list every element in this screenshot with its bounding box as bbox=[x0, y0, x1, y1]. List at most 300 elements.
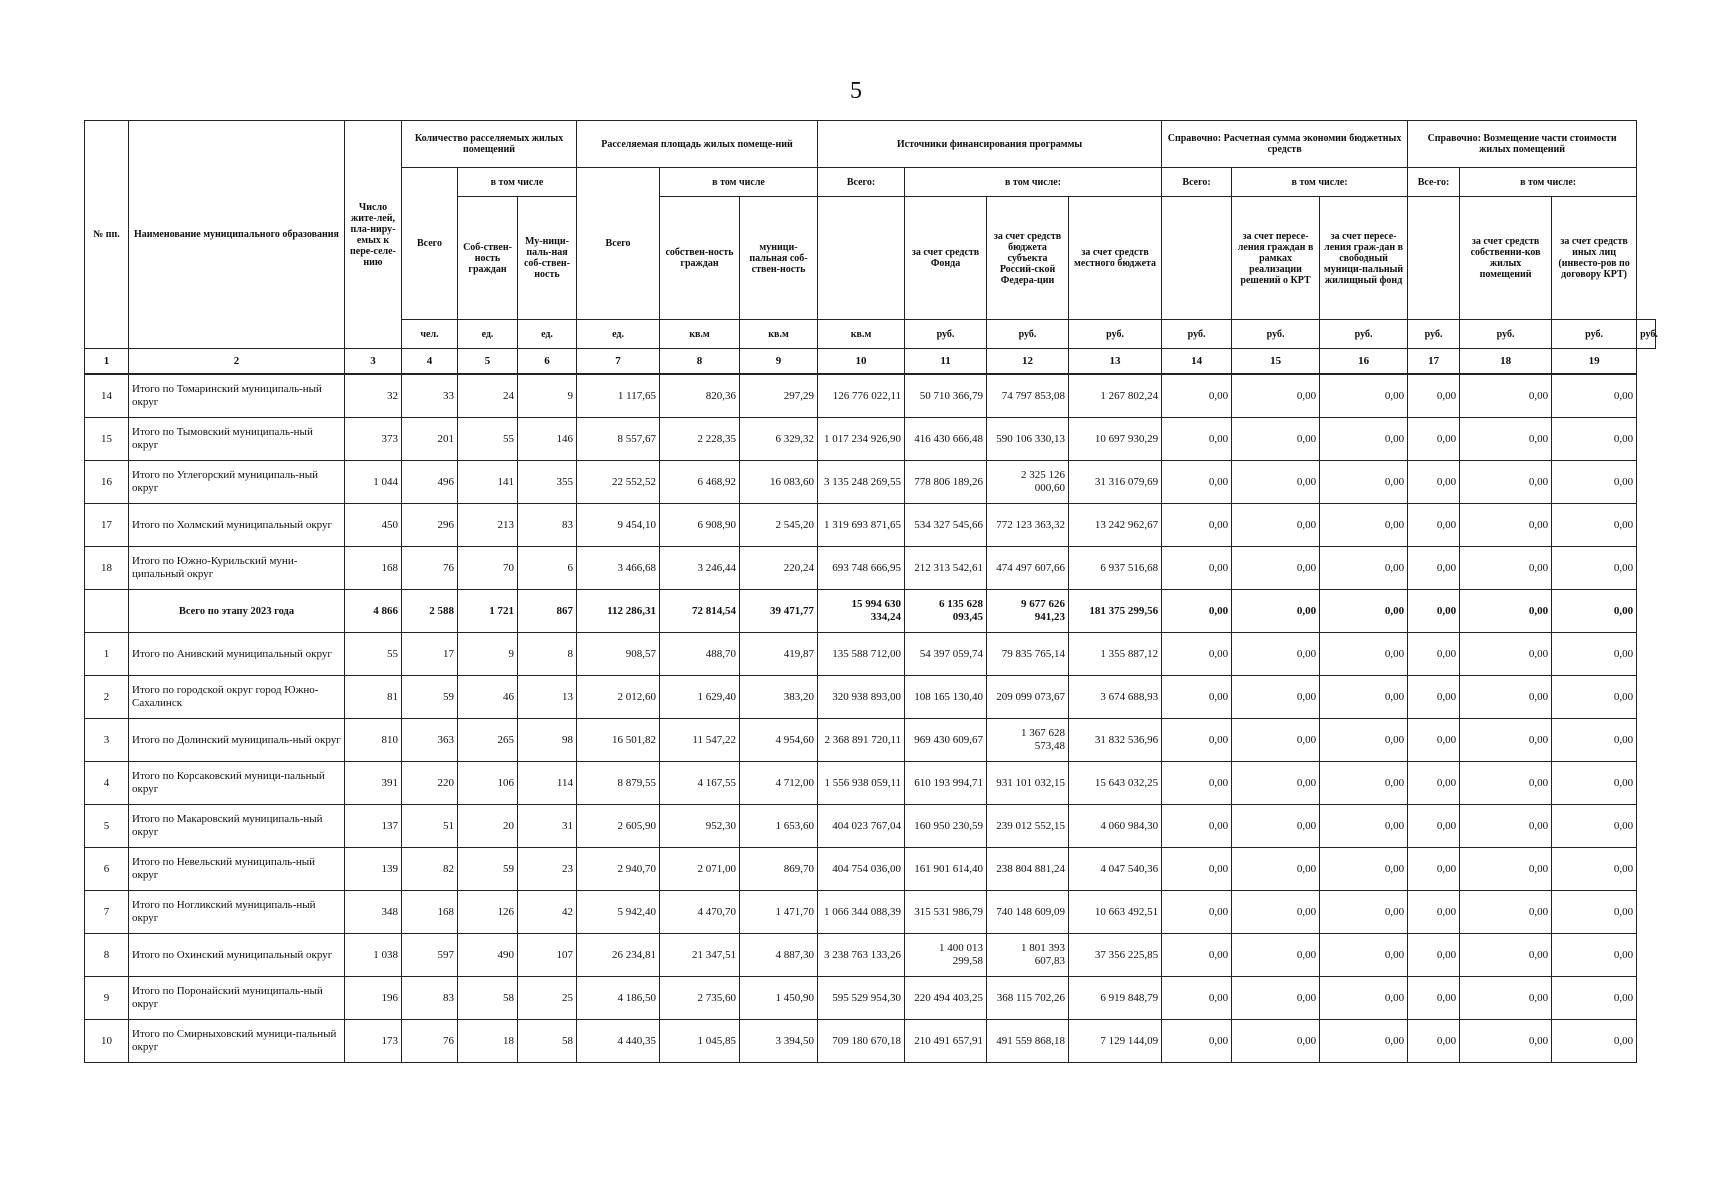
row-value: 0,00 bbox=[1320, 461, 1408, 504]
table-row bbox=[85, 374, 1656, 418]
unit-cell: ед. bbox=[458, 320, 518, 349]
row-value: 391 bbox=[345, 762, 402, 805]
row-value: 0,00 bbox=[1460, 977, 1552, 1020]
unit-cell: кв.м bbox=[660, 320, 740, 349]
row-value: 0,00 bbox=[1408, 461, 1460, 504]
row-value: 220 bbox=[402, 762, 458, 805]
header-area-municipal: муници-пальная соб-ствен-ность bbox=[740, 197, 818, 320]
row-value: 4 866 bbox=[345, 590, 402, 633]
header-rooms-including: в том числе bbox=[458, 168, 577, 197]
row-value: 107 bbox=[518, 934, 577, 977]
table-row bbox=[85, 547, 1656, 590]
row-value: 474 497 607,66 bbox=[987, 547, 1069, 590]
row-value: 22 552,52 bbox=[577, 461, 660, 504]
row-value: 3 246,44 bbox=[660, 547, 740, 590]
row-value: 58 bbox=[518, 1020, 577, 1063]
row-number bbox=[85, 590, 129, 633]
row-value: 0,00 bbox=[1460, 374, 1552, 418]
row-value: 0,00 bbox=[1162, 762, 1232, 805]
row-value: 0,00 bbox=[1460, 590, 1552, 633]
row-municipality-name: Итого по Углегорский муниципаль-ный округ bbox=[129, 461, 345, 504]
row-value: 6 937 516,68 bbox=[1069, 547, 1162, 590]
row-value: 0,00 bbox=[1232, 977, 1320, 1020]
row-value: 31 bbox=[518, 805, 577, 848]
row-value: 54 397 059,74 bbox=[905, 633, 987, 676]
row-value: 81 bbox=[345, 676, 402, 719]
row-value: 355 bbox=[518, 461, 577, 504]
row-value: 0,00 bbox=[1162, 461, 1232, 504]
row-value: 2 605,90 bbox=[577, 805, 660, 848]
row-value: 1 319 693 871,65 bbox=[818, 504, 905, 547]
row-value: 0,00 bbox=[1552, 547, 1637, 590]
row-value: 0,00 bbox=[1162, 977, 1232, 1020]
row-value: 952,30 bbox=[660, 805, 740, 848]
row-value: 0,00 bbox=[1162, 719, 1232, 762]
row-value: 13 bbox=[518, 676, 577, 719]
header-area-private: собствен-ность граждан bbox=[660, 197, 740, 320]
row-number: 2 bbox=[85, 676, 129, 719]
table-row-total bbox=[85, 590, 1656, 633]
row-value: 1 038 bbox=[345, 934, 402, 977]
header-savings-total: Всего: bbox=[1162, 168, 1232, 197]
row-value: 0,00 bbox=[1408, 504, 1460, 547]
column-number: 9 bbox=[740, 349, 818, 375]
row-value: 810 bbox=[345, 719, 402, 762]
row-value: 196 bbox=[345, 977, 402, 1020]
row-value: 3 135 248 269,55 bbox=[818, 461, 905, 504]
row-value: 3 466,68 bbox=[577, 547, 660, 590]
row-value: 0,00 bbox=[1552, 934, 1637, 977]
row-value: 9 bbox=[458, 633, 518, 676]
row-value: 0,00 bbox=[1162, 1020, 1232, 1063]
row-value: 168 bbox=[402, 891, 458, 934]
row-value: 315 531 986,79 bbox=[905, 891, 987, 934]
row-municipality-name: Итого по Охинский муниципальный округ bbox=[129, 934, 345, 977]
column-number: 14 bbox=[1162, 349, 1232, 375]
row-value: 0,00 bbox=[1408, 719, 1460, 762]
row-value: 969 430 609,67 bbox=[905, 719, 987, 762]
row-value: 4 470,70 bbox=[660, 891, 740, 934]
row-value: 10 697 930,29 bbox=[1069, 418, 1162, 461]
table-row bbox=[85, 1020, 1656, 1063]
row-value: 1 471,70 bbox=[740, 891, 818, 934]
row-value: 1 801 393 607,83 bbox=[987, 934, 1069, 977]
row-value: 55 bbox=[345, 633, 402, 676]
row-municipality-name: Итого по Томаринский муниципаль-ный округ bbox=[129, 374, 345, 418]
row-value: 139 bbox=[345, 848, 402, 891]
row-value: 0,00 bbox=[1162, 418, 1232, 461]
row-value: 1 017 234 926,90 bbox=[818, 418, 905, 461]
header-name: Наименование муниципального образования bbox=[129, 121, 345, 349]
row-value: 0,00 bbox=[1232, 719, 1320, 762]
row-municipality-name: Итого по Долинский муниципаль-ный округ bbox=[129, 719, 345, 762]
row-value: 0,00 bbox=[1232, 676, 1320, 719]
row-value: 0,00 bbox=[1232, 934, 1320, 977]
column-number: 6 bbox=[518, 349, 577, 375]
row-value: 0,00 bbox=[1162, 374, 1232, 418]
header-savings-including: в том числе: bbox=[1232, 168, 1408, 197]
row-value: 597 bbox=[402, 934, 458, 977]
row-value: 0,00 bbox=[1552, 374, 1637, 418]
header-refund-empty bbox=[1408, 197, 1460, 320]
row-value: 6 908,90 bbox=[660, 504, 740, 547]
row-value: 820,36 bbox=[660, 374, 740, 418]
row-value: 8 879,55 bbox=[577, 762, 660, 805]
row-value: 0,00 bbox=[1408, 934, 1460, 977]
row-value: 0,00 bbox=[1232, 504, 1320, 547]
header-group-sources: Источники финансирования программы bbox=[818, 121, 1162, 168]
row-number: 3 bbox=[85, 719, 129, 762]
row-value: 0,00 bbox=[1552, 805, 1637, 848]
header-ref-other: за счет средств иных лиц (инвесто-ров по договору КРТ) bbox=[1552, 197, 1637, 320]
column-number: 1 bbox=[85, 349, 129, 375]
row-value: 181 375 299,56 bbox=[1069, 590, 1162, 633]
row-value: 6 919 848,79 bbox=[1069, 977, 1162, 1020]
header-sources-empty bbox=[818, 197, 905, 320]
row-value: 0,00 bbox=[1460, 805, 1552, 848]
row-value: 0,00 bbox=[1552, 418, 1637, 461]
row-value: 50 710 366,79 bbox=[905, 374, 987, 418]
row-value: 693 748 666,95 bbox=[818, 547, 905, 590]
row-value: 33 bbox=[402, 374, 458, 418]
header-group-savings: Справочно: Расчетная сумма экономии бюджетных средств bbox=[1162, 121, 1408, 168]
row-value: 0,00 bbox=[1552, 590, 1637, 633]
row-value: 2 940,70 bbox=[577, 848, 660, 891]
row-value: 238 804 881,24 bbox=[987, 848, 1069, 891]
row-value: 0,00 bbox=[1460, 1020, 1552, 1063]
row-value: 0,00 bbox=[1320, 418, 1408, 461]
row-value: 13 242 962,67 bbox=[1069, 504, 1162, 547]
header-src-fund: за счет средств Фонда bbox=[905, 197, 987, 320]
row-value: 488,70 bbox=[660, 633, 740, 676]
row-value: 108 165 130,40 bbox=[905, 676, 987, 719]
column-number: 16 bbox=[1320, 349, 1408, 375]
row-value: 496 bbox=[402, 461, 458, 504]
row-value: 3 238 763 133,26 bbox=[818, 934, 905, 977]
row-value: 0,00 bbox=[1320, 676, 1408, 719]
table-row bbox=[85, 676, 1656, 719]
row-value: 0,00 bbox=[1552, 891, 1637, 934]
header-group-rooms: Количество расселяемых жилых помещений bbox=[402, 121, 577, 168]
header-no: № пп. bbox=[85, 121, 129, 349]
unit-cell: ед. bbox=[518, 320, 577, 349]
row-value: 20 bbox=[458, 805, 518, 848]
row-value: 15 994 630 334,24 bbox=[818, 590, 905, 633]
row-value: 1 044 bbox=[345, 461, 402, 504]
row-value: 0,00 bbox=[1460, 848, 1552, 891]
row-value: 0,00 bbox=[1320, 374, 1408, 418]
row-municipality-name: Итого по Макаровский муниципаль-ный округ bbox=[129, 805, 345, 848]
row-value: 0,00 bbox=[1552, 762, 1637, 805]
row-value: 212 313 542,61 bbox=[905, 547, 987, 590]
row-municipality-name: Итого по Тымовский муниципаль-ный округ bbox=[129, 418, 345, 461]
row-value: 4 047 540,36 bbox=[1069, 848, 1162, 891]
header-refund-total: Все-го: bbox=[1408, 168, 1460, 197]
row-value: 383,20 bbox=[740, 676, 818, 719]
row-value: 5 942,40 bbox=[577, 891, 660, 934]
row-value: 0,00 bbox=[1232, 762, 1320, 805]
row-value: 6 468,92 bbox=[660, 461, 740, 504]
row-value: 9 677 626 941,23 bbox=[987, 590, 1069, 633]
row-value: 70 bbox=[458, 547, 518, 590]
row-number: 9 bbox=[85, 977, 129, 1020]
row-value: 4 712,00 bbox=[740, 762, 818, 805]
column-number: 8 bbox=[660, 349, 740, 375]
column-number: 3 bbox=[345, 349, 402, 375]
unit-cell: ед. bbox=[577, 320, 660, 349]
page-number: 5 bbox=[850, 78, 862, 104]
row-value: 0,00 bbox=[1320, 977, 1408, 1020]
row-value: 363 bbox=[402, 719, 458, 762]
table-row bbox=[85, 762, 1656, 805]
row-value: 1 653,60 bbox=[740, 805, 818, 848]
column-numbers-row bbox=[85, 349, 1656, 375]
row-value: 450 bbox=[345, 504, 402, 547]
column-number: 19 bbox=[1552, 349, 1637, 375]
row-value: 18 bbox=[458, 1020, 518, 1063]
unit-cell: руб. bbox=[1637, 320, 1656, 349]
row-value: 368 115 702,26 bbox=[987, 977, 1069, 1020]
row-value: 10 663 492,51 bbox=[1069, 891, 1162, 934]
row-value: 2 228,35 bbox=[660, 418, 740, 461]
row-value: 0,00 bbox=[1232, 805, 1320, 848]
unit-cell: кв.м bbox=[818, 320, 905, 349]
header-sources-total: Всего: bbox=[818, 168, 905, 197]
row-number: 17 bbox=[85, 504, 129, 547]
row-value: 0,00 bbox=[1232, 547, 1320, 590]
row-value: 1 400 013 299,58 bbox=[905, 934, 987, 977]
row-number: 6 bbox=[85, 848, 129, 891]
row-value: 867 bbox=[518, 590, 577, 633]
row-value: 0,00 bbox=[1232, 418, 1320, 461]
row-value: 0,00 bbox=[1552, 1020, 1637, 1063]
table-row bbox=[85, 461, 1656, 504]
header-sav-free: за счет пересе-ления граж-дан в свободный муници-пальный жилищный фонд bbox=[1320, 197, 1408, 320]
row-value: 42 bbox=[518, 891, 577, 934]
column-number: 12 bbox=[987, 349, 1069, 375]
header-rooms-private: Соб-ствен-ность граждан bbox=[458, 197, 518, 320]
row-value: 82 bbox=[402, 848, 458, 891]
unit-cell: руб. bbox=[905, 320, 987, 349]
row-value: 1 721 bbox=[458, 590, 518, 633]
row-number: 1 bbox=[85, 633, 129, 676]
row-value: 0,00 bbox=[1408, 1020, 1460, 1063]
row-value: 83 bbox=[518, 504, 577, 547]
row-value: 21 347,51 bbox=[660, 934, 740, 977]
row-value: 17 bbox=[402, 633, 458, 676]
row-number: 5 bbox=[85, 805, 129, 848]
row-value: 1 045,85 bbox=[660, 1020, 740, 1063]
row-municipality-name: Итого по городской округ город Южно-Сахалинск bbox=[129, 676, 345, 719]
row-value: 320 938 893,00 bbox=[818, 676, 905, 719]
column-number: 11 bbox=[905, 349, 987, 375]
row-value: 31 832 536,96 bbox=[1069, 719, 1162, 762]
row-value: 2 545,20 bbox=[740, 504, 818, 547]
row-value: 348 bbox=[345, 891, 402, 934]
row-number: 16 bbox=[85, 461, 129, 504]
row-value: 908,57 bbox=[577, 633, 660, 676]
row-value: 74 797 853,08 bbox=[987, 374, 1069, 418]
row-value: 239 012 552,15 bbox=[987, 805, 1069, 848]
row-value: 4 440,35 bbox=[577, 1020, 660, 1063]
row-value: 160 950 230,59 bbox=[905, 805, 987, 848]
row-value: 6 135 628 093,45 bbox=[905, 590, 987, 633]
table-row bbox=[85, 934, 1656, 977]
row-value: 16 083,60 bbox=[740, 461, 818, 504]
header-ref-owners: за счет средств собственни-ков жилых помещений bbox=[1460, 197, 1552, 320]
row-value: 161 901 614,40 bbox=[905, 848, 987, 891]
row-value: 8 bbox=[518, 633, 577, 676]
row-value: 0,00 bbox=[1552, 461, 1637, 504]
column-number: 4 bbox=[402, 349, 458, 375]
row-value: 9 bbox=[518, 374, 577, 418]
row-value: 0,00 bbox=[1162, 504, 1232, 547]
row-value: 0,00 bbox=[1320, 805, 1408, 848]
row-value: 419,87 bbox=[740, 633, 818, 676]
row-value: 0,00 bbox=[1552, 676, 1637, 719]
row-value: 534 327 545,66 bbox=[905, 504, 987, 547]
row-value: 51 bbox=[402, 805, 458, 848]
row-value: 0,00 bbox=[1320, 719, 1408, 762]
row-value: 610 193 994,71 bbox=[905, 762, 987, 805]
header-sav-krt: за счет пересе-ления граждан в рамках реализации решений о КРТ bbox=[1232, 197, 1320, 320]
row-value: 220,24 bbox=[740, 547, 818, 590]
row-value: 490 bbox=[458, 934, 518, 977]
row-value: 0,00 bbox=[1232, 848, 1320, 891]
row-value: 0,00 bbox=[1460, 934, 1552, 977]
header-savings-empty bbox=[1162, 197, 1232, 320]
unit-cell: руб. bbox=[987, 320, 1069, 349]
row-value: 404 023 767,04 bbox=[818, 805, 905, 848]
row-value: 0,00 bbox=[1408, 891, 1460, 934]
row-value: 2 325 126 000,60 bbox=[987, 461, 1069, 504]
row-value: 0,00 bbox=[1320, 590, 1408, 633]
row-value: 0,00 bbox=[1552, 504, 1637, 547]
row-number: 10 bbox=[85, 1020, 129, 1063]
row-municipality-name: Итого по Поронайский муниципаль-ный округ bbox=[129, 977, 345, 1020]
row-value: 2 735,60 bbox=[660, 977, 740, 1020]
row-value: 0,00 bbox=[1408, 374, 1460, 418]
row-value: 0,00 bbox=[1320, 547, 1408, 590]
row-value: 0,00 bbox=[1552, 719, 1637, 762]
row-value: 141 bbox=[458, 461, 518, 504]
row-value: 1 066 344 088,39 bbox=[818, 891, 905, 934]
row-number: 18 bbox=[85, 547, 129, 590]
row-value: 0,00 bbox=[1460, 547, 1552, 590]
row-value: 0,00 bbox=[1460, 418, 1552, 461]
row-value: 0,00 bbox=[1232, 461, 1320, 504]
row-value: 0,00 bbox=[1408, 590, 1460, 633]
table-row bbox=[85, 805, 1656, 848]
row-value: 6 329,32 bbox=[740, 418, 818, 461]
unit-cell: руб. bbox=[1162, 320, 1232, 349]
row-value: 210 491 657,91 bbox=[905, 1020, 987, 1063]
row-value: 37 356 225,85 bbox=[1069, 934, 1162, 977]
table-row bbox=[85, 719, 1656, 762]
row-value: 0,00 bbox=[1320, 633, 1408, 676]
row-value: 3 674 688,93 bbox=[1069, 676, 1162, 719]
column-number: 17 bbox=[1408, 349, 1460, 375]
row-value: 0,00 bbox=[1162, 590, 1232, 633]
row-value: 404 754 036,00 bbox=[818, 848, 905, 891]
row-value: 0,00 bbox=[1162, 676, 1232, 719]
row-value: 2 368 891 720,11 bbox=[818, 719, 905, 762]
column-number: 5 bbox=[458, 349, 518, 375]
row-value: 0,00 bbox=[1162, 805, 1232, 848]
row-value: 0,00 bbox=[1408, 762, 1460, 805]
row-municipality-name: Итого по Ногликский муниципаль-ный округ bbox=[129, 891, 345, 934]
row-value: 931 101 032,15 bbox=[987, 762, 1069, 805]
header-group-refund: Справочно: Возмещение части стоимости жилых помещений bbox=[1408, 121, 1637, 168]
row-value: 98 bbox=[518, 719, 577, 762]
row-value: 83 bbox=[402, 977, 458, 1020]
row-municipality-name: Всего по этапу 2023 года bbox=[129, 590, 345, 633]
row-value: 0,00 bbox=[1232, 633, 1320, 676]
table-row bbox=[85, 848, 1656, 891]
row-value: 0,00 bbox=[1162, 848, 1232, 891]
row-municipality-name: Итого по Невельский муниципаль-ный округ bbox=[129, 848, 345, 891]
unit-cell: руб. bbox=[1408, 320, 1460, 349]
row-municipality-name: Итого по Корсаковский муници-пальный округ bbox=[129, 762, 345, 805]
row-value: 23 bbox=[518, 848, 577, 891]
row-value: 0,00 bbox=[1552, 977, 1637, 1020]
row-value: 106 bbox=[458, 762, 518, 805]
row-number: 7 bbox=[85, 891, 129, 934]
row-value: 0,00 bbox=[1408, 547, 1460, 590]
row-value: 0,00 bbox=[1162, 633, 1232, 676]
row-value: 32 bbox=[345, 374, 402, 418]
row-value: 55 bbox=[458, 418, 518, 461]
row-value: 1 367 628 573,48 bbox=[987, 719, 1069, 762]
header-src-region: за счет средств бюджета субъекта Россий-ской Федера-ции bbox=[987, 197, 1069, 320]
row-value: 1 556 938 059,11 bbox=[818, 762, 905, 805]
row-value: 7 129 144,09 bbox=[1069, 1020, 1162, 1063]
header-rooms-total: Всего bbox=[402, 168, 458, 320]
row-value: 740 148 609,09 bbox=[987, 891, 1069, 934]
row-value: 201 bbox=[402, 418, 458, 461]
row-value: 595 529 954,30 bbox=[818, 977, 905, 1020]
column-number: 2 bbox=[129, 349, 345, 375]
row-value: 0,00 bbox=[1408, 805, 1460, 848]
row-value: 4 186,50 bbox=[577, 977, 660, 1020]
row-value: 491 559 868,18 bbox=[987, 1020, 1069, 1063]
table-row bbox=[85, 633, 1656, 676]
row-value: 0,00 bbox=[1460, 719, 1552, 762]
row-value: 76 bbox=[402, 1020, 458, 1063]
row-value: 0,00 bbox=[1408, 633, 1460, 676]
row-value: 209 099 073,67 bbox=[987, 676, 1069, 719]
row-value: 59 bbox=[458, 848, 518, 891]
row-value: 126 776 022,11 bbox=[818, 374, 905, 418]
row-value: 2 012,60 bbox=[577, 676, 660, 719]
header-residents: Число жите-лей, пла-ниру-емых к пере-селе-нию bbox=[345, 121, 402, 349]
resettlement-table bbox=[84, 120, 1656, 1063]
row-value: 373 bbox=[345, 418, 402, 461]
row-value: 0,00 bbox=[1552, 848, 1637, 891]
row-value: 11 547,22 bbox=[660, 719, 740, 762]
row-value: 0,00 bbox=[1232, 590, 1320, 633]
header-area-including: в том числе bbox=[660, 168, 818, 197]
row-value: 31 316 079,69 bbox=[1069, 461, 1162, 504]
header-group-area: Расселяемая площадь жилых помеще-ний bbox=[577, 121, 818, 168]
column-number: 13 bbox=[1069, 349, 1162, 375]
row-value: 16 501,82 bbox=[577, 719, 660, 762]
unit-cell: чел. bbox=[402, 320, 458, 349]
row-value: 0,00 bbox=[1408, 676, 1460, 719]
header-sources-including: в том числе: bbox=[905, 168, 1162, 197]
column-number: 18 bbox=[1460, 349, 1552, 375]
row-value: 0,00 bbox=[1320, 1020, 1408, 1063]
